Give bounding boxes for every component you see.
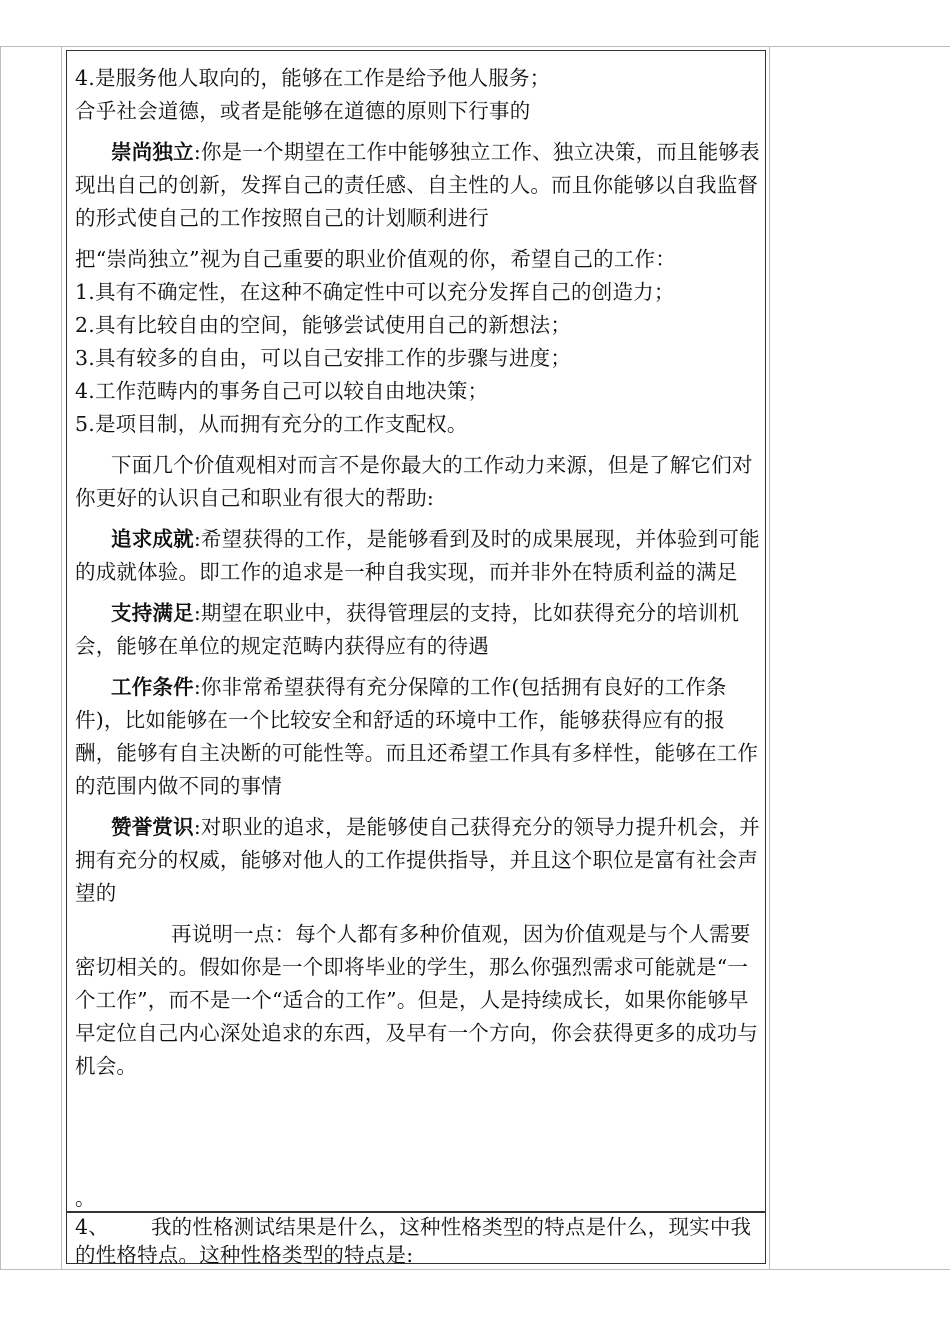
independence-paragraph xyxy=(75,136,761,235)
value-paragraph-achievement xyxy=(75,523,761,589)
moral-line: 合乎社会道德，或者是能够在道德的原则下行事的 xyxy=(75,99,531,123)
value-desc: :期望在职业中，获得管理层的支持，比如获得充分的培训机会，能够在单位的规定范畴内获得应有的待遇 xyxy=(75,601,740,658)
independence-term: 崇尚独立 xyxy=(111,140,194,164)
table-bottom-border xyxy=(0,1269,950,1270)
value-paragraph-support xyxy=(75,597,761,663)
list-item: 5.是项目制，从而拥有充分的工作支配权。 xyxy=(75,412,468,436)
list-item: 2.具有比较自由的空间，能够尝试使用自己的新想法； xyxy=(75,313,572,337)
transition-paragraph: 下面几个价值观相对而言不是你最大的工作动力来源，但是了解它们对你更好的认识自己和职业有很大的帮助: xyxy=(75,453,753,510)
list-item: 1.具有不确定性，在这种不确定性中可以充分发挥自己的创造力； xyxy=(75,280,675,304)
value-desc: :对职业的追求，是能够使自己获得充分的领导力提升机会，并拥有充分的权威，能够对他人的工作提供指导，并且这个职位是富有社会声望的 xyxy=(75,815,760,905)
value-desc: :希望获得的工作，是能够看到及时的成果展现，并体验到可能的成就体验。即工作的追求是一种自我实现，而并非外在特质利益的满足 xyxy=(75,527,760,584)
value-term: 支持满足 xyxy=(111,601,194,625)
question-number: 4、 xyxy=(75,1215,109,1239)
value-paragraph-recognition xyxy=(75,811,761,910)
document-body xyxy=(75,62,761,1083)
independence-desc: :你是一个期望在工作中能够独立工作、独立决策，而且能够表现出自己的创新，发挥自己的责任感、自主性的人。而且你能够以自我监督的形式使自己的工作按照自己的计划顺利进行 xyxy=(75,140,760,230)
table-col-border xyxy=(61,46,62,1270)
list-item: 4.工作范畴内的事务自己可以较自由地决策； xyxy=(75,379,489,403)
value-term: 工作条件 xyxy=(111,675,194,699)
value-term: 追求成就 xyxy=(111,527,194,551)
service-line: 4.是服务他人取向的，能够在工作是给予他人服务； xyxy=(75,66,551,90)
table-col-border-right xyxy=(769,46,770,1270)
closing-paragraph: 再说明一点：每个人都有多种价值观，因为价值观是与个人需要密切相关的。假如你是一个即将毕业的学生，那么你强烈需求可能就是“一个工作”，而不是一个“适合的工作”。但是，人是持续成长，如果你能够早早定位自己内心深处追求的东西，及早有一个方向，你会获得更多的成功与机会。 xyxy=(75,922,759,1078)
question-4 xyxy=(75,1213,761,1269)
table-top-border xyxy=(0,46,950,47)
value-term: 赞誉赏识 xyxy=(111,815,194,839)
list-item: 3.具有较多的自由，可以自己安排工作的步骤与进度； xyxy=(75,346,572,370)
value-paragraph-conditions xyxy=(75,671,761,803)
table-left-border xyxy=(0,46,1,1270)
value-desc: :你非常希望获得有充分保障的工作(包括拥有良好的工作条件)，比如能够在一个比较安全和舒适的环境中工作，能够获得应有的报酬，能够有自主决断的可能性等。而且还希望工作具有多样性，能够在工作的范围内做不同的事情 xyxy=(75,675,759,798)
independence-intro: 把“崇尚独立”视为自己重要的职业价值观的你，希望自己的工作： xyxy=(75,247,676,271)
question-text: 我的性格测试结果是什么，这种性格类型的特点是什么，现实中我的性格特点。这种性格类型的特点是: xyxy=(75,1215,752,1267)
period-mark: 。 xyxy=(75,1186,96,1210)
